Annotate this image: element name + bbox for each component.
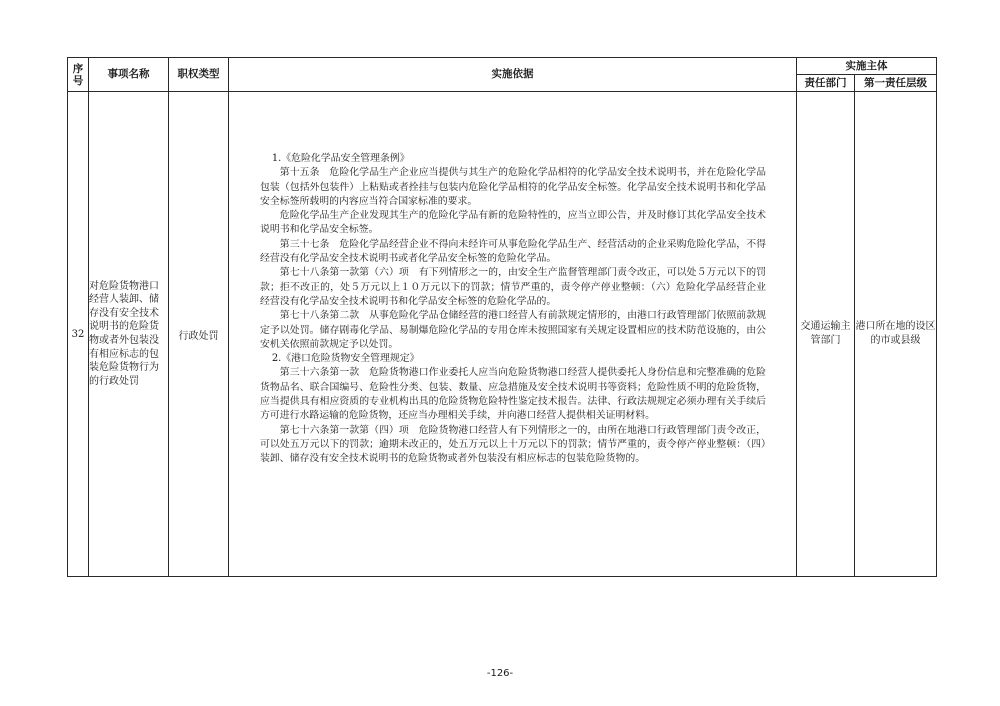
header-dept: 责任部门 (797, 75, 855, 92)
header-subject: 实施主体 (797, 58, 937, 75)
basis-paragraph: 危险化学品生产企业发现其生产的危险化学品有新的危险特性的，应当立即公告，并及时修订其化学品安全技术说明书和化学品安全标签。 (260, 210, 766, 236)
basis-law-title: 2.《港口危险货物安全管理规定》 (271, 353, 420, 365)
header-seq-text: 序号 (72, 62, 84, 87)
law-enforcement-table (67, 57, 937, 577)
basis-paragraph: 第七十八条第二款 从事危险化学品仓储经营的港口经营人有前款规定情形的，由港口行政管理部门依照前款规定予以处罚。储存剧毒化学品、易制爆危险化学品的专用仓库未按照国家有关规定设置相应的技术防范设施的，由公安机关依照前款规定予以处罚。 (260, 310, 766, 350)
header-item-name: 事项名称 (89, 58, 169, 92)
header-seq (68, 58, 89, 92)
basis-paragraph: 第十五条 危险化学品生产企业应当提供与其生产的危险化学品相符的化学品安全技术说明书，并在危险化学品包装（包括外包装件）上粘贴或者拴挂与包装内危险化学品相符的化学品安全标签。化学品安全技术说明书和化学品安全标签所载明的内容应当符合国家标准的要求。 (260, 167, 766, 207)
basis-paragraph: 第三十六条第一款 危险货物港口作业委托人应当向危险货物港口经营人提供委托人身份信息和完整准确的危险货物品名、联合国编号、危险性分类、包装、数量、应急措施及安全技术说明书等资料；危险性质不明的危险货物，应当提供具有相应资质的专业机构出具的危险货物危险特性鉴定技术报告。法律、行政法规规定必须办理有关手续后方可进行水路运输的危险货物，还应当办理相关手续，并向港口经营人提供相关证明材料。 (260, 367, 766, 422)
basis-law-title: 1.《危险化学品安全管理条例》 (271, 153, 410, 164)
row-power-type: 行政处罚 (169, 92, 229, 577)
page-number: -126- (486, 668, 514, 679)
row-basis (229, 92, 797, 577)
row-level: 港口所在地的设区的市或县级 (855, 92, 937, 577)
basis-paragraph: 第七十六条第一款第（四）项 危险货物港口经营人有下列情形之一的，由所在地港口行政管理部门责令改正，可以处五万元以下的罚款；逾期未改正的，处五万元以上十万元以下的罚款；情节严重的，责令停产停业整顿：（四）装卸、储存没有安全技术说明书的危险货物或者外包装没有相应标志的包装危险货物的。 (260, 424, 766, 465)
basis-paragraph: 第三十七条 危险化学品经营企业不得向未经许可从事危险化学品生产、经营活动的企业采购危险化学品，不得经营没有化学品安全技术说明书或者化学品安全标签的危险化学品。 (260, 238, 766, 265)
table-row (68, 92, 937, 577)
row-dept: 交通运输主管部门 (797, 92, 855, 577)
header-basis: 实施依据 (229, 58, 797, 92)
header-power-type: 职权类型 (169, 58, 229, 92)
basis-text (229, 92, 796, 467)
row-seq: 32 (68, 92, 89, 577)
basis-paragraph: 第七十八条第一款第（六）项 有下列情形之一的，由安全生产监督管理部门责令改正，可以处５万元以下的罚款；拒不改正的，处５万元以上１０万元以下的罚款；情节严重的，责令停产停业整顿：（六）危险化学品经营企业经营没有化学品安全技术说明书和化学品安全标签的危险化学品的。 (260, 267, 766, 307)
row-item-name: 对危险货物港口经营人装卸、储存没有安全技术说明书的危险货物或者外包装没有相应标志的包装危险货物行为的行政处罚 (89, 92, 169, 577)
header-level: 第一责任层级 (855, 75, 937, 92)
